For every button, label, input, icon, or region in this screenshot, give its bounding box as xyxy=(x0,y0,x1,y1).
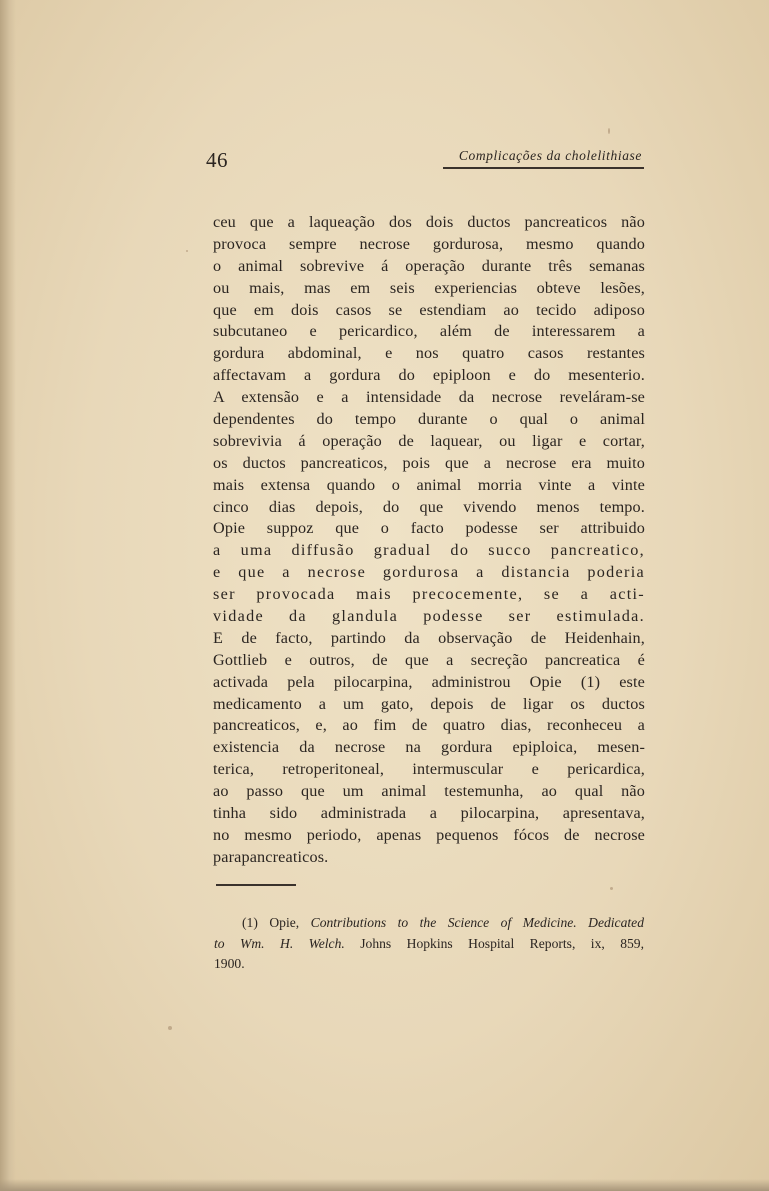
body-line: affectavam a gordura do epiploon e do mesenterio. xyxy=(213,366,645,385)
body-line: que em dois casos se estendiam ao tecido adiposo xyxy=(213,300,645,319)
body-line: mais extensa quando o animal morria vinte a vinte xyxy=(213,475,645,494)
body-line: tinha sido administrada a pilocarpina, apresentava, xyxy=(213,804,645,823)
body-line: E de facto, partindo da observação de Heidenhain, xyxy=(213,628,645,647)
body-text xyxy=(213,212,645,869)
page-number: 46 xyxy=(206,148,228,172)
body-line: dependentes do tempo durante o qual o animal xyxy=(213,410,645,429)
paper-speck xyxy=(608,128,610,134)
body-line: ao passo que um animal testemunha, ao qual não xyxy=(213,782,645,801)
footnote-line xyxy=(214,954,644,975)
body-line: medicamento a um gato, depois de ligar os ductos xyxy=(213,694,645,713)
body-line: parapancreaticos. xyxy=(213,847,329,866)
body-line: activada pela pilocarpina, administrou Opie (1) este xyxy=(213,672,645,691)
body-line: ceu que a laqueação dos dois ductos pancreaticos não xyxy=(213,213,645,231)
footnote-separator xyxy=(216,884,296,886)
body-line: sobrevivia á operação de laquear, ou ligar e cortar, xyxy=(213,431,645,450)
body-line: o animal sobrevive á operação durante três semanas xyxy=(213,256,645,275)
header-rule xyxy=(443,167,644,169)
body-line: existencia da necrose na gordura epiploica, mesen- xyxy=(213,738,645,757)
body-line: A extensão e a intensidade da necrose reveláram-se xyxy=(213,388,645,407)
footnote-line xyxy=(214,913,644,934)
body-line: Opie suppoz que o facto podesse ser attribuido xyxy=(213,519,645,538)
footnote-line xyxy=(214,934,644,955)
footnote-title: Contributions to the Science of Medicine. Dedicated xyxy=(310,915,644,930)
footnote-marker: (1) xyxy=(242,915,258,930)
body-line: provoca sempre necrose gordurosa, mesmo quando xyxy=(213,234,645,253)
body-line: terica, retroperitoneal, intermuscular e pericardica, xyxy=(213,760,645,779)
body-line: gordura abdominal, e nos quatro casos restantes xyxy=(213,344,645,363)
body-line: ou mais, mas em seis experiencias obteve lesões, xyxy=(213,278,645,297)
body-line: pancreaticos, e, ao fim de quatro dias, reconheceu a xyxy=(213,716,645,735)
page-bottom-shadow xyxy=(0,1179,769,1191)
body-line: a uma diffusão gradual do succo pancreatico, xyxy=(213,541,645,560)
page-header xyxy=(206,142,642,172)
paper-speck xyxy=(186,250,188,252)
body-line: os ductos pancreaticos, pois que a necrose era muito xyxy=(213,453,645,472)
body-line: cinco dias depois, do que vivendo menos tempo. xyxy=(213,497,645,516)
footnote xyxy=(214,913,644,975)
body-line: Gottlieb e outros, de que a secreção pancreatica é xyxy=(213,650,645,669)
page-edge-shadow xyxy=(0,0,16,1191)
footnote-title: to Wm. H. Welch. xyxy=(214,935,345,951)
body-line: e que a necrose gordurosa a distancia poderia xyxy=(213,563,645,582)
body-line: vidade da glandula podesse ser estimulada. xyxy=(213,607,645,626)
body-line: ser provocada mais precocemente, se a acti- xyxy=(213,585,645,604)
footnote-year: 1900. xyxy=(214,956,245,971)
footnote-author: Opie, xyxy=(269,915,300,930)
body-line: subcutaneo e pericardico, além de interessarem a xyxy=(213,322,645,341)
body-line: no mesmo periodo, apenas pequenos fócos de necrose xyxy=(213,825,645,844)
paper-speck xyxy=(610,887,613,890)
running-title: Complicações da cholelithiase xyxy=(458,148,642,163)
paper-speck xyxy=(168,1026,172,1030)
footnote-source: Johns Hopkins Hospital Reports, ix, 859, xyxy=(360,935,645,951)
